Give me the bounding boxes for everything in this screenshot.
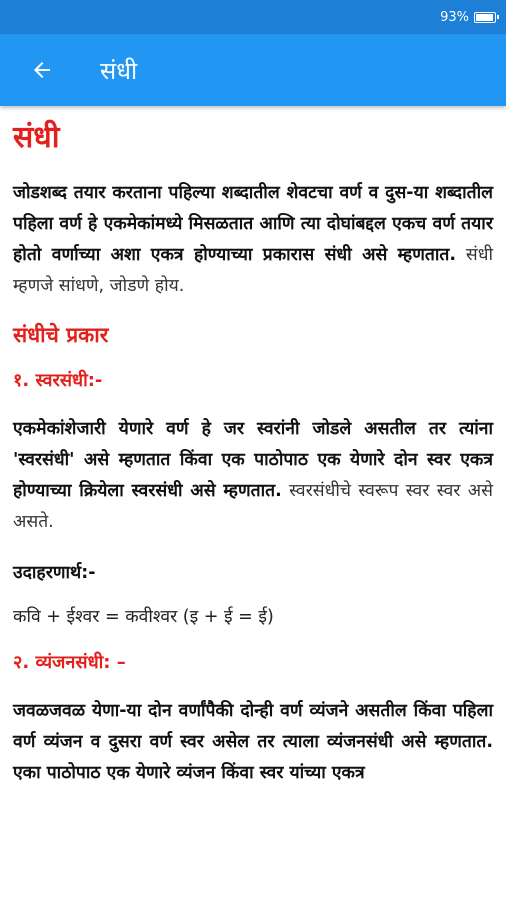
swar-sandhi-text-plain: स्वरसंधीचे स्वरूप स्वर स्वर असे असते.: [13, 481, 493, 532]
vyanjan-sandhi-paragraph: [13, 696, 493, 789]
status-bar: [0, 0, 506, 34]
swar-sandhi-text-bold: एकमेकांशेजारी येणारे वर्ण हे जर स्वरांनी जोडले असतील तर त्यांना 'स्वरसंधी' असे म्हणतात किंवा एक पाठोपाठ एक येणारे दोन स्वर एकत्र होण्याच्या क्रियेला स्वरसंधी असे म्हणतात.: [13, 419, 493, 501]
battery-percentage: 93%: [440, 9, 469, 25]
section-heading: संधीचे प्रकार: [13, 323, 109, 347]
app-bar: [0, 34, 506, 106]
example-text: कवि + ईश्वर = कवीश्वर (इ + ई = ई): [13, 607, 274, 627]
swar-sandhi-paragraph: [13, 414, 493, 538]
type-heading-swar-sandhi: १. स्वरसंधी:-: [13, 370, 103, 391]
article-content: [0, 106, 506, 789]
vyanjan-sandhi-text-bold: जवळजवळ येणा-या दोन वर्णांपैकी दोन्ही वर्ण व्यंजने असतील किंवा पहिला वर्ण व्यंजन व दुसरा वर्ण स्वर असेल तर त्याला व्यंजनसंधी असे म्हणतात. एका पाठोपाठ एक येणारे व्यंजन किंवा स्वर यांच्या एकत्र: [13, 701, 493, 783]
back-button[interactable]: [22, 50, 62, 90]
example-label: उदाहरणार्थ:-: [13, 563, 96, 583]
page-title: संधी: [13, 120, 60, 155]
intro-text-bold: जोडशब्द तयार करताना पहिल्या शब्दातील शेवटचा वर्ण व दुस-या शब्दातील पहिला वर्ण हे एकमेकांमध्ये मिसळतात आणि त्या दोघांबद्दल एकच वर्ण तयार होतो वर्णाच्या अशा एकत्र होण्याच्या प्रकारास संधी असे म्हणतात.: [13, 183, 493, 265]
arrow-left-icon: [30, 58, 54, 82]
type-heading-vyanjan-sandhi: २. व्यंजनसंधी: –: [13, 652, 126, 673]
app-bar-title: संधी: [100, 56, 138, 85]
intro-paragraph: [13, 178, 493, 302]
battery-icon: [474, 12, 496, 23]
intro-text-plain: संधी म्हणजे सांधणे, जोडणे होय.: [13, 245, 493, 296]
